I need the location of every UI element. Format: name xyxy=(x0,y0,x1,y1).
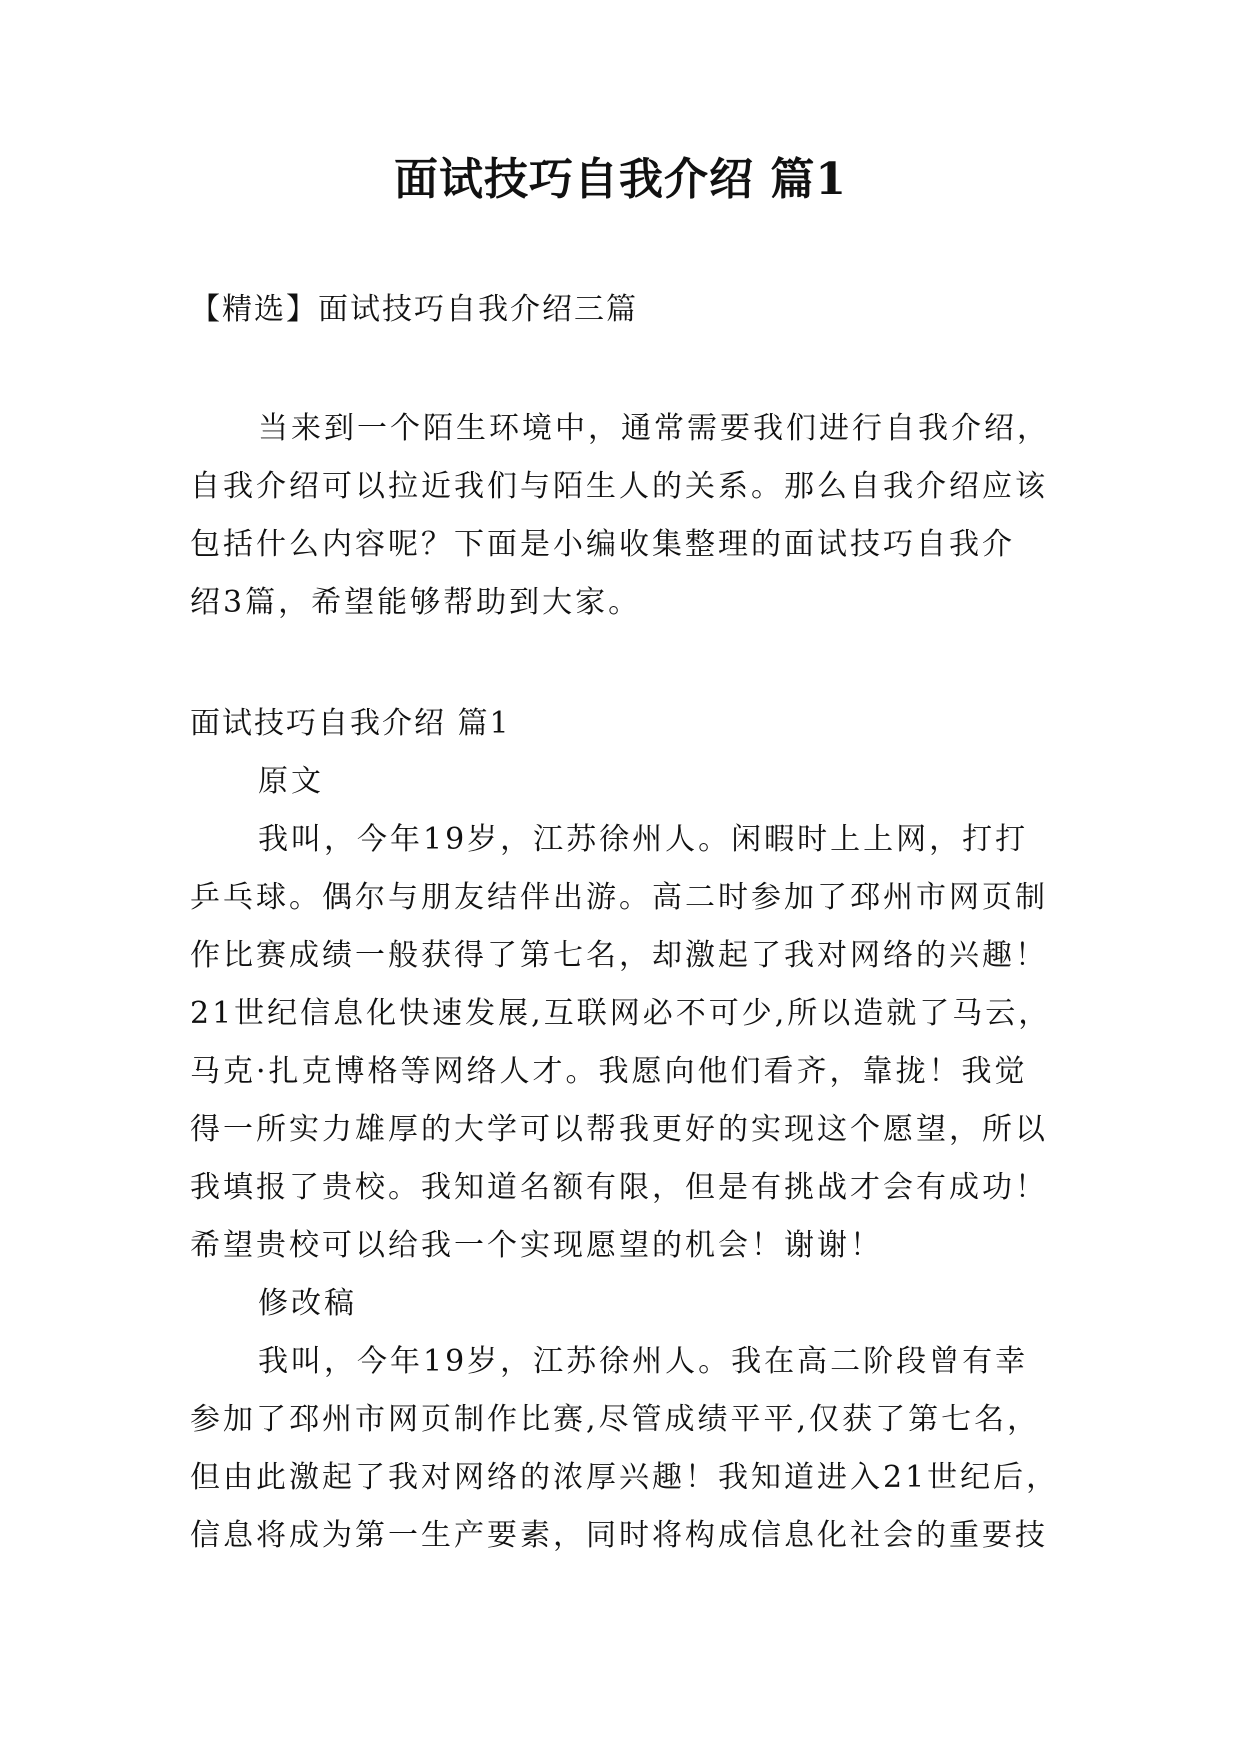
revised-text-line: 我叫，今年19岁，江苏徐州人。我在高二阶段曾有幸 xyxy=(258,1344,1029,1379)
section-heading: 面试技巧自我介绍 篇1 xyxy=(190,706,511,741)
original-text-line: 马克·扎克博格等网络人才。我愿向他们看齐，靠拢！我觉 xyxy=(190,1054,1028,1089)
original-text-line: 我叫，今年19岁，江苏徐州人。闲暇时上上网，打打 xyxy=(258,822,1029,857)
revised-label: 修改稿 xyxy=(258,1286,357,1321)
section-1 xyxy=(190,695,1065,1565)
original-text-line: 作比赛成绩一般获得了第七名，却激起了我对网络的兴趣！ xyxy=(190,938,1048,973)
intro-line: 当来到一个陌生环境中，通常需要我们进行自我介绍， xyxy=(258,411,1050,446)
original-text-line: 我填报了贵校。我知道名额有限，但是有挑战才会有成功！ xyxy=(190,1170,1048,1205)
original-text-line: 21世纪信息化快速发展,互联网必不可少,所以造就了马云， xyxy=(190,996,1052,1031)
original-text-line: 希望贵校可以给我一个实现愿望的机会！谢谢！ xyxy=(190,1228,883,1263)
intro-line: 包括什么内容呢？下面是小编收集整理的面试技巧自我介 xyxy=(190,527,1015,562)
original-text-line: 乒乓球。偶尔与朋友结伴出游。高二时参加了邳州市网页制 xyxy=(190,880,1048,915)
page-title: 面试技巧自我介绍 篇1 xyxy=(394,154,847,205)
intro-line: 绍3篇，希望能够帮助到大家。 xyxy=(190,585,642,620)
original-label: 原文 xyxy=(258,764,324,799)
revised-text-line: 信息将成为第一生产要素，同时将构成信息化社会的重要技 xyxy=(190,1518,1048,1553)
intro-line: 自我介绍可以拉近我们与陌生人的关系。那么自我介绍应该 xyxy=(190,469,1048,504)
revised-text-line: 但由此激起了我对网络的浓厚兴趣！我知道进入21世纪后， xyxy=(190,1460,1060,1495)
original-text-line: 得一所实力雄厚的大学可以帮我更好的实现这个愿望，所以 xyxy=(190,1112,1048,1147)
document-subtitle: 【精选】面试技巧自我介绍三篇 xyxy=(190,292,638,327)
revised-text-line: 参加了邳州市网页制作比赛,尽管成绩平平,仅获了第七名， xyxy=(190,1402,1041,1437)
intro-paragraph xyxy=(190,400,1065,632)
